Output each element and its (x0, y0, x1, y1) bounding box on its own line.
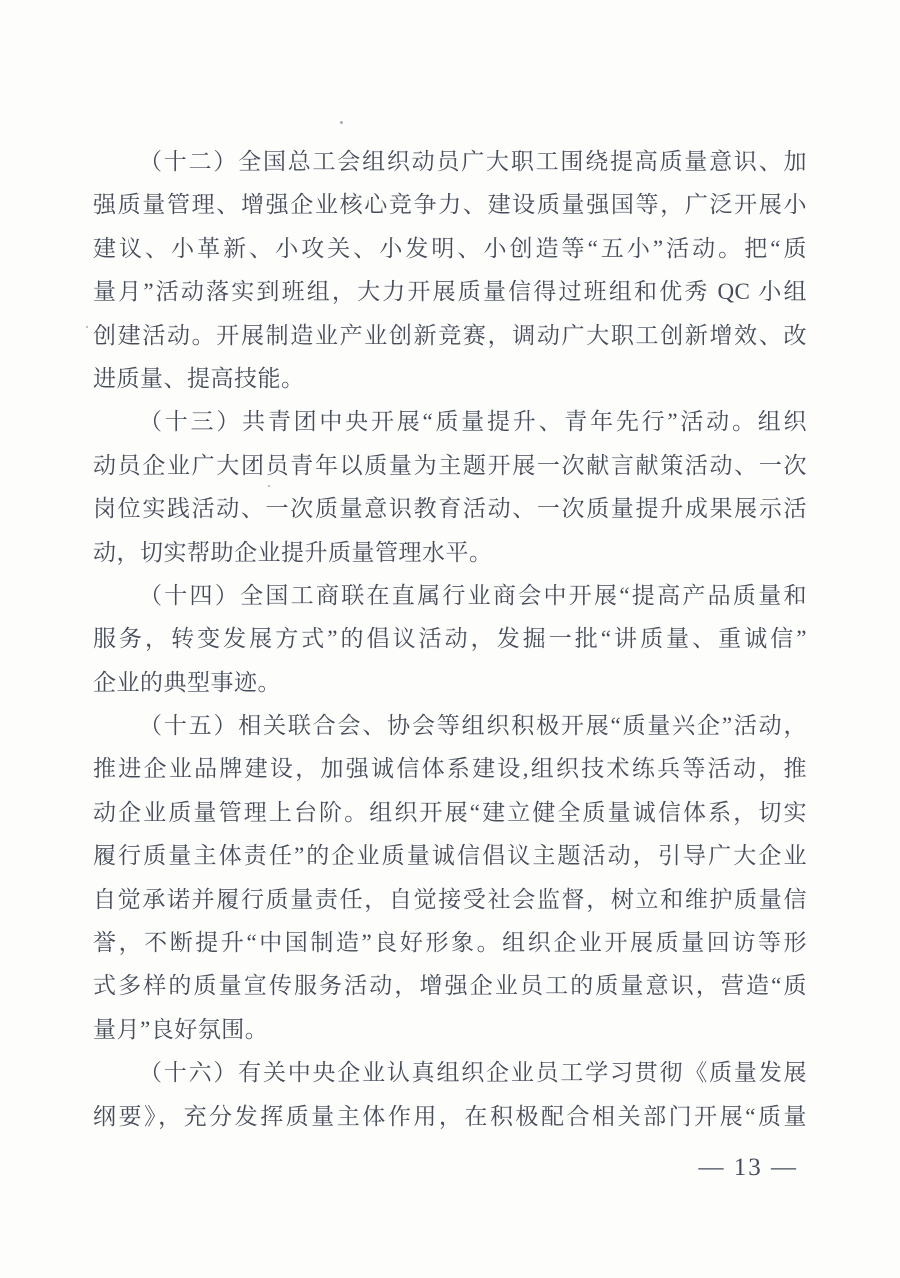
text-line: （十二）全国总工会组织动员广大职工围绕提高质量意识、加 (139, 149, 807, 174)
text-line: 量月”活动落实到班组，大力开展质量信得过班组和优秀 QC 小组 (93, 279, 807, 305)
document-body (93, 140, 807, 1138)
text-line: 进质量、提高技能。 (93, 365, 305, 391)
text-line: 履行质量主体责任”的企业质量诚信倡议主题活动，引导广大企业 (93, 843, 807, 869)
text-line: 自觉承诺并履行质量责任，自觉接受社会监督，树立和维护质量信 (93, 886, 807, 912)
page-number: — 13 — (698, 1154, 798, 1181)
para-13 (93, 400, 807, 574)
text-line: 动，切实帮助企业提升质量管理水平。 (93, 539, 493, 565)
text-line: （十四）全国工商联在直属行业商会中开展“提高产品质量和 (139, 582, 807, 608)
para-14 (93, 574, 807, 704)
text-line: 誉，不断提升“中国制造”良好形象。组织企业开展质量回访等形 (93, 930, 807, 956)
scan-speck (86, 326, 88, 328)
text-line: 企业的典型事迹。 (93, 669, 281, 695)
para-12 (93, 140, 807, 400)
text-line: 式多样的质量宣传服务活动，增强企业员工的质量意识，营造“质 (93, 973, 807, 999)
text-line: 推进企业品牌建设，加强诚信体系建设,组织技术练兵等活动，推 (93, 756, 807, 782)
scan-speck (340, 121, 343, 124)
text-line: 纲要》，充分发挥质量主体作用，在积极配合相关部门开展“质量 (93, 1103, 807, 1129)
text-line: （十三）共青团中央开展“质量提升、青年先行”活动。组织 (139, 409, 807, 435)
text-line: 动企业质量管理上台阶。组织开展“建立健全质量诚信体系，切实 (93, 799, 807, 825)
scan-speck (268, 485, 270, 487)
text-line: 创建活动。开展制造业产业创新竞赛，调动广大职工创新增效、改 (93, 322, 807, 348)
text-line: 服务，转变发展方式”的倡议活动，发掘一批“讲质量、重诚信” (93, 626, 807, 652)
para-16 (93, 1051, 807, 1138)
text-line: 岗位实践活动、一次质量意识教育活动、一次质量提升成果展示活 (93, 496, 807, 522)
text-line: 建议、小革新、小攻关、小发明、小创造等“五小”活动。把“质 (93, 235, 807, 261)
text-line: 动员企业广大团员青年以质量为主题开展一次献言献策活动、一次 (93, 452, 807, 478)
text-line: （十六）有关中央企业认真组织企业员工学习贯彻《质量发展 (139, 1060, 807, 1086)
text-line: 强质量管理、增强企业核心竞争力、建设质量强国等，广泛开展小 (93, 192, 807, 218)
text-line: 量月”良好氛围。 (93, 1016, 269, 1042)
para-15 (93, 704, 807, 1051)
text-line: （十五）相关联合会、协会等组织积极开展“质量兴企”活动， (139, 713, 807, 739)
